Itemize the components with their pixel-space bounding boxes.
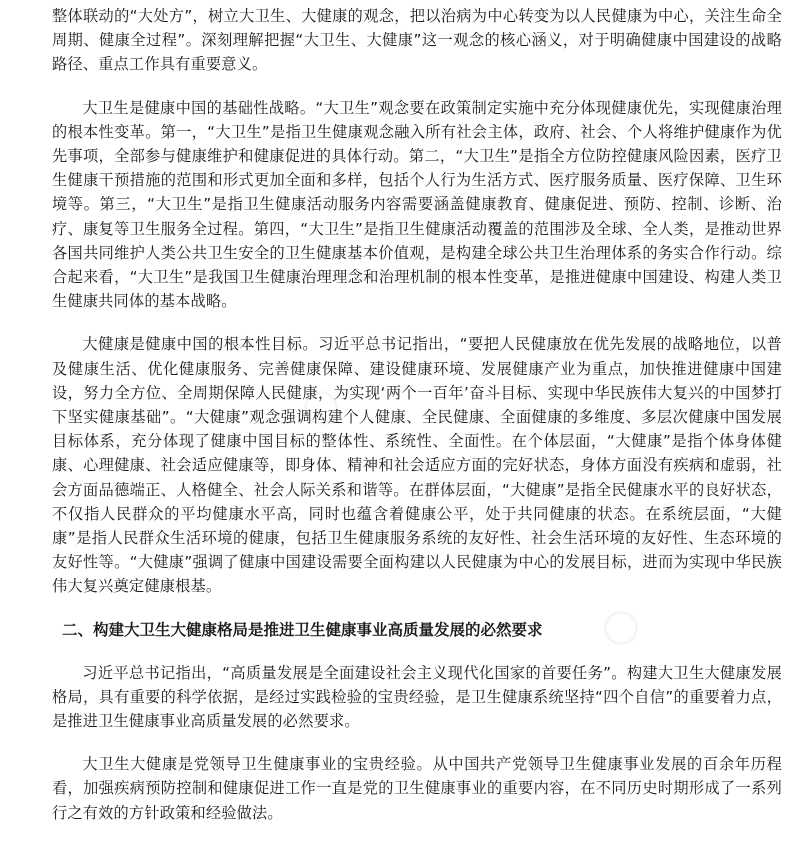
- document-body: [52, 4, 782, 844]
- watermark: ○: [548, 153, 610, 218]
- paragraph-big-sanitation: 大卫生是健康中国的基础性战略。“大卫生”观念要在政策制定实施中充分体现健康优先，实现健康治理的根本性变革。第一，“大卫生”是指卫生健康观念融入所有社会主体，政府、社会、个人将维护健康作为优先事项，全部参与健康维护和健康促进的具体行动。第二，“大卫生”是指全方位防控健康风险因素，医疗卫生健康干预措施的范围和形式更加全面和多样，包括个人行为生活方式、医疗服务质量、医疗保障、卫生环境等。第三，“大卫生”是指卫生健康活动服务内容需要涵盖健康教育、健康促进、预防、控制、诊断、治疗、康复等卫生服务全过程。第四，“大卫生”是指卫生健康活动覆盖的范围涉及全球、全人类，是推动世界各国共同维护人类公共卫生安全的卫生健康基本价值观，是构建全球公共卫生治理体系的务实合作行动。综合起来看，“大卫生”是我国卫生健康治理理念和治理机制的根本性变革，是推进健康中国建设、构建人类卫生健康共同体的基本战略。: [52, 98, 782, 311]
- paragraph-intro-continuation: 整体联动的“大处方”，树立大卫生、大健康的观念，把以治病为中心转变为以人民健康为中心，关注生命全周期、健康全过程”。深刻理解把握“大卫生、大健康”这一观念的核心涵义，对于明确健康中国建设的战略路径、重点工作具有重要意义。: [52, 7, 782, 74]
- watermark: ○: [588, 593, 650, 658]
- paragraph-high-quality-development: 习近平总书记指出，“高质量发展是全面建设社会主义现代化国家的首要任务”。构建大卫生大健康发展格局，具有重要的科学依据，是经过实践检验的宝贵经验，是卫生健康系统坚持“四个自信”的重要着力点，是推进卫生健康事业高质量发展的必然要求。: [52, 663, 782, 731]
- paragraph-party-experience: 大卫生大健康是党领导卫生健康事业的宝贵经验。从中国共产党领导卫生健康事业发展的百余年历程看，加强疾病预防控制和健康促进工作一直是党的卫生健康事业的重要内容，在不同历史时期形成了一系列行之有效的方针政策和经验做法。: [52, 755, 782, 822]
- section-heading: 二、构建大卫生大健康格局是推进卫生健康事业高质量发展的必然要求: [62, 620, 543, 639]
- watermark: ○: [288, 373, 350, 438]
- paragraph-big-health: 大健康是健康中国的根本性目标。习近平总书记指出，“要把人民健康放在优先发展的战略地位，以普及健康生活、优化健康服务、完善健康保障、建设健康环境、发展健康产业为重点，加快推进健康中国建设，努力全方位、全周期保障人民健康，为实现‘两个一百年’奋斗目标、实现中华民族伟大复兴的中国梦打下坚实健康基础”。“大健康”观念强调构建个人健康、全民健康、全面健康的多维度、多层次健康中国发展目标体系，充分体现了健康中国目标的整体性、系统性、全面性。在个体层面，“大健康”是指个体身体健康、心理健康、社会适应健康等，即身体、精神和社会适应方面的完好状态，身体方面没有疾病和虚弱，社会方面品德端正、人格健全、社会人际关系和谐等。在群体层面，“大健康”是指全民健康水平的良好状态，不仅指人民群众的平均健康水平高，同时也蕴含着健康公平，处于共同健康的状态。在系统层面，“大健康”是指人民群众生活环境的健康，包括卫生健康服务系统的友好性、社会生活环境的友好性、生态环境的友好性等。“大健康”强调了健康中国建设需要全面构建以人民健康为中心的发展目标，进而为实现中华民族伟大复兴奠定健康根基。: [52, 335, 782, 596]
